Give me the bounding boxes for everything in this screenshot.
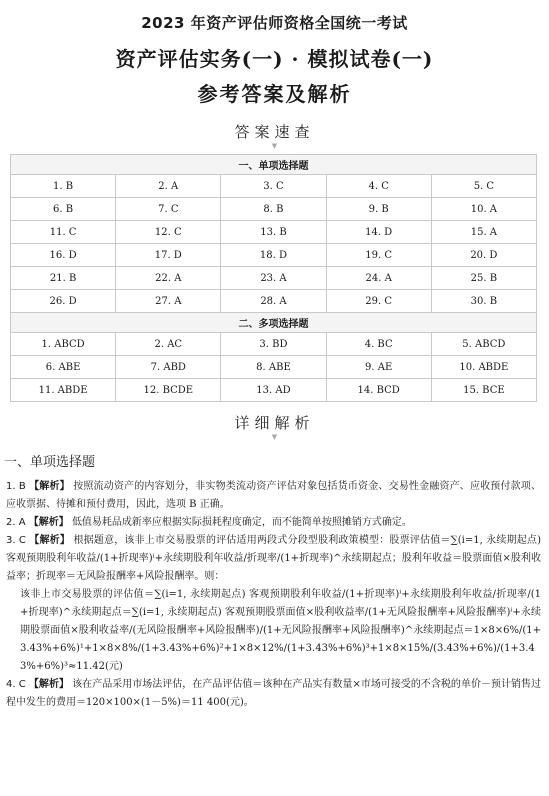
paper-subtitle: 参考答案及解析 — [197, 82, 352, 106]
answer-cell: 18. D — [221, 244, 326, 267]
answer-row — [11, 175, 537, 198]
document-header — [0, 12, 549, 107]
answer-row — [11, 221, 537, 244]
paper-title: 资产评估实务(一) · 模拟试卷(一) — [115, 47, 434, 71]
answer-cell: 20. D — [431, 244, 536, 267]
answer-row — [11, 198, 537, 221]
part-heading: 一、单项选择题 — [4, 455, 96, 470]
answer-cell: 21. B — [11, 267, 116, 290]
answer-key-section — [0, 121, 549, 402]
answer-cell: 8. ABE — [221, 356, 326, 379]
answer-row — [11, 244, 537, 267]
answer-group-label: 一、单项选择题 — [11, 155, 537, 175]
answer-cell: 11. ABDE — [11, 379, 116, 402]
banner-arrow-icon: ▼ — [271, 142, 278, 150]
answer-cell: 7. C — [116, 198, 221, 221]
answer-cell: 25. B — [431, 267, 536, 290]
answer-cell: 9. AE — [326, 356, 431, 379]
answer-row — [11, 333, 537, 356]
answer-cell: 12. C — [116, 221, 221, 244]
answer-cell: 22. A — [116, 267, 221, 290]
explanation-item-4 — [6, 676, 541, 712]
answer-cell: 28. A — [221, 290, 326, 313]
item-number: 4. C — [6, 679, 26, 690]
answer-cell: 29. C — [326, 290, 431, 313]
answer-cell: 30. B — [431, 290, 536, 313]
answer-cell: 2. AC — [116, 333, 221, 356]
explanation-item-2 — [6, 514, 541, 532]
answer-cell: 3. BD — [221, 333, 326, 356]
answer-cell: 1. B — [11, 175, 116, 198]
answer-cell: 8. B — [221, 198, 326, 221]
item-text: 根据题意，该非上市交易股票的评估适用两段式分段型股利政策模型：股票评估值＝∑(i=1, 永续期起点) 客观预期股利年收益/(1+折现率)ⁱ+永续期股利年收益/折现率/(1+折现率)^永续期起点；股利年收益＝股票面值×股利收益率；折现率＝无风险报酬率+风险报酬率。则： — [6, 535, 541, 582]
analysis-tag: 【解析】 — [28, 517, 69, 528]
item-text: 低值易耗品成新率应根据实际损耗程度确定，而不能简单按照摊销方式确定。 — [71, 517, 412, 528]
answer-key-title: 答案速查 — [234, 123, 315, 141]
answer-row — [11, 290, 537, 313]
answer-cell: 11. C — [11, 221, 116, 244]
answer-cell: 15. A — [431, 221, 536, 244]
answer-cell: 9. B — [326, 198, 431, 221]
item-formula: 该非上市交易股票的评估值＝∑(i=1, 永续期起点) 客观预期股利年收益/(1+折现率)ⁱ+永续期股利年收益/折现率/(1+折现率)^永续期起点＝∑(i=1, 永续期起点) 客观预期股票面值×股利收益率/(1+无风险报酬率+风险报酬率)ⁱ+永续期股票面值×股利收益率/(无风险报酬率+风险报酬率)/(1+无风险报酬率+风险报酬率)^永续期起点＝1×8×6%/(1+3.43%+6%)¹+1×8×8%/(1+3.43%+6%)²+1×8×12%/(1+3.43%+6%)³+1×8×15%/(3.43%+6%)/(1+3.43%+6%)³≈11.42(元) — [20, 589, 541, 672]
answer-cell: 27. A — [116, 290, 221, 313]
item-text: 按照流动资产的内容划分，非实物类流动资产评估对象包括货币资金、交易性金融资产、应收预付款项、应收票据、待摊和预付费用，因此，选项 B 正确。 — [6, 481, 542, 510]
answer-cell: 10. ABDE — [431, 356, 536, 379]
explanations-section — [0, 412, 549, 712]
answer-cell: 17. D — [116, 244, 221, 267]
explanations-title: 详细解析 — [234, 414, 315, 432]
answer-cell: 13. B — [221, 221, 326, 244]
answer-cell: 24. A — [326, 267, 431, 290]
answer-cell: 14. BCD — [326, 379, 431, 402]
answer-cell: 19. C — [326, 244, 431, 267]
answer-row — [11, 356, 537, 379]
answer-cell: 3. C — [221, 175, 326, 198]
analysis-tag: 【解析】 — [29, 481, 70, 492]
item-number: 3. C — [6, 535, 26, 546]
answer-cell: 14. D — [326, 221, 431, 244]
answer-cell: 23. A — [221, 267, 326, 290]
answer-cell: 6. B — [11, 198, 116, 221]
analysis-tag: 【解析】 — [28, 679, 69, 690]
answer-row — [11, 379, 537, 402]
answer-table — [10, 154, 537, 402]
answer-cell: 13. AD — [221, 379, 326, 402]
item-number: 2. A — [6, 517, 26, 528]
answer-cell: 5. C — [431, 175, 536, 198]
answer-cell: 10. A — [431, 198, 536, 221]
answer-cell: 2. A — [116, 175, 221, 198]
explanation-item-3 — [6, 532, 541, 676]
answer-cell: 12. BCDE — [116, 379, 221, 402]
answer-group-label: 二、多项选择题 — [11, 313, 537, 333]
answer-cell: 6. ABE — [11, 356, 116, 379]
banner-arrow-icon: ▼ — [271, 433, 278, 441]
item-text: 该在产品采用市场法评估，在产品评估值＝该种在产品实有数量×市场可接受的不含税的单价－预计销售过程中发生的费用＝120×100×(1－5%)＝11 400(元)。 — [6, 679, 542, 708]
answer-cell: 16. D — [11, 244, 116, 267]
answer-cell: 26. D — [11, 290, 116, 313]
explanation-item-1 — [6, 478, 541, 514]
answer-cell: 4. BC — [326, 333, 431, 356]
analysis-tag: 【解析】 — [29, 535, 71, 546]
answer-cell: 1. ABCD — [11, 333, 116, 356]
answer-cell: 4. C — [326, 175, 431, 198]
answer-cell: 5. ABCD — [431, 333, 536, 356]
item-number: 1. B — [6, 481, 26, 492]
answer-cell: 7. ABD — [116, 356, 221, 379]
answer-cell: 15. BCE — [431, 379, 536, 402]
exam-title: 2023 年资产评估师资格全国统一考试 — [141, 14, 408, 32]
answer-row — [11, 267, 537, 290]
